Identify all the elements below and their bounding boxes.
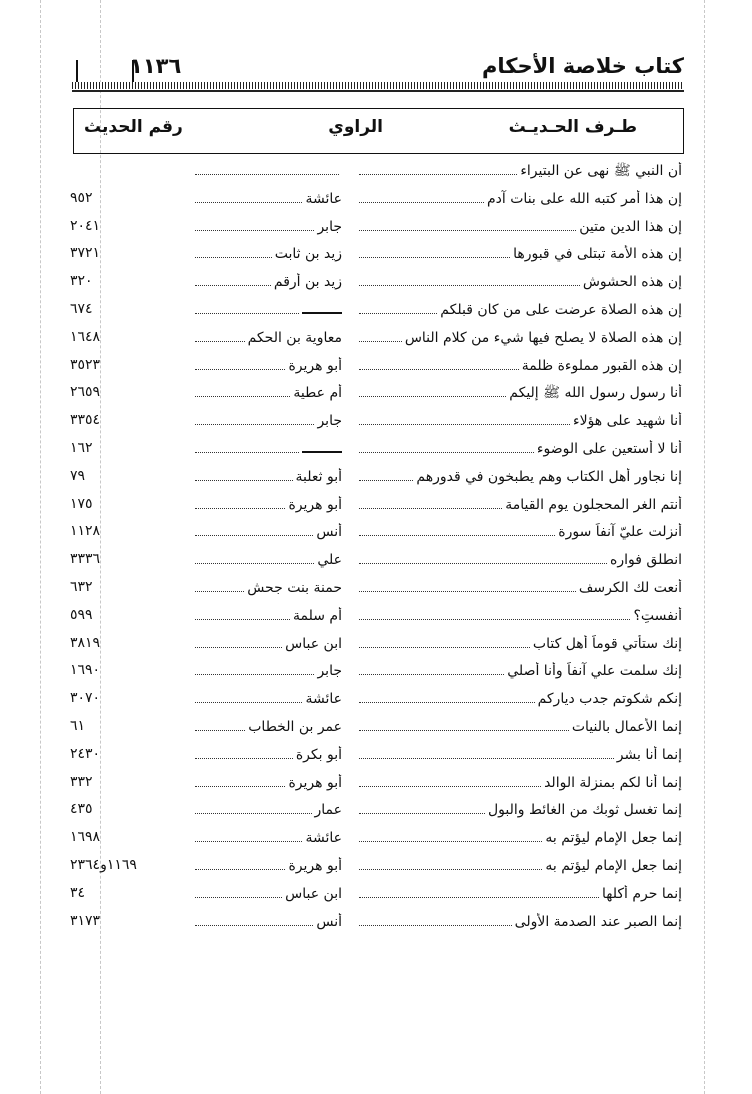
dot-leader xyxy=(195,440,299,453)
rawi-text: زيد بن أرقم xyxy=(273,274,342,291)
dot-leader xyxy=(195,579,244,592)
number-cell xyxy=(70,440,176,460)
rawi-cell xyxy=(192,190,342,210)
number-cell xyxy=(70,245,176,265)
rawi-cell xyxy=(192,496,342,516)
hadith-cell xyxy=(356,718,682,738)
rawi-text: أنس xyxy=(316,913,342,930)
rawi-cell xyxy=(192,913,342,933)
hadith-cell xyxy=(356,885,682,905)
hadith-number: ٣٣٥٤ xyxy=(70,412,101,429)
hadith-cell xyxy=(356,357,682,377)
number-cell xyxy=(70,885,176,905)
hadith-text: إنما الصبر عند الصدمة الأولى xyxy=(514,913,682,930)
dot-leader xyxy=(195,357,285,370)
index-row xyxy=(70,686,682,714)
hadith-number: ٢٦٥٩ xyxy=(70,384,101,401)
dot-leader xyxy=(359,357,519,370)
hadith-text: أنا شهيد على هؤلاء xyxy=(573,413,682,430)
number-cell xyxy=(70,829,176,849)
number-cell xyxy=(70,301,176,321)
rawi-cell xyxy=(192,662,342,682)
hadith-number: ٦٣٢ xyxy=(70,578,93,595)
margin-line xyxy=(704,0,705,1094)
number-cell xyxy=(70,690,176,710)
dot-leader xyxy=(359,690,535,703)
rawi-cell xyxy=(192,273,342,293)
dot-leader xyxy=(195,829,302,842)
index-row xyxy=(70,797,682,825)
rawi-text: أم سلمة xyxy=(293,607,342,624)
rawi-text: أبو بكرة xyxy=(295,746,342,763)
dot-leader xyxy=(195,468,293,481)
hadith-text: انطلق فواره xyxy=(610,552,682,569)
rawi-cell xyxy=(192,718,342,738)
hadith-number: ٣٤ xyxy=(70,884,86,901)
dot-leader xyxy=(359,190,484,203)
hadith-cell xyxy=(356,607,682,627)
number-cell xyxy=(70,218,176,238)
rawi-cell xyxy=(192,468,342,488)
index-row xyxy=(70,492,682,520)
hadith-cell xyxy=(356,579,682,599)
rawi-cell xyxy=(192,523,342,543)
hadith-number: ٥٩٩ xyxy=(70,606,93,623)
dot-leader xyxy=(359,523,555,536)
rawi-cell xyxy=(192,301,342,321)
index-row xyxy=(70,909,682,937)
index-row xyxy=(70,825,682,853)
dot-leader xyxy=(359,551,607,564)
hadith-cell xyxy=(356,635,682,655)
rawi-cell xyxy=(192,245,342,265)
dot-leader xyxy=(359,774,541,787)
rawi-text: أبو هريرة xyxy=(288,774,342,791)
rawi-text: علي xyxy=(317,552,342,569)
dot-leader xyxy=(359,579,576,592)
hadith-cell xyxy=(356,801,682,821)
rawi-text: عائشة xyxy=(305,830,342,847)
hadith-text: إن هذه الأمة تبتلى في قبورها xyxy=(513,246,682,263)
index-row xyxy=(70,575,682,603)
dot-leader xyxy=(359,412,570,425)
hadith-text: إن هذه الصلاة لا يصلح فيها شيء من كلام الناس xyxy=(404,329,682,346)
dot-leader xyxy=(359,245,510,258)
hadith-number: ١٦٩٠ xyxy=(70,662,101,679)
dot-leader xyxy=(195,496,285,509)
hadith-cell xyxy=(356,551,682,571)
rawi-cell xyxy=(192,746,342,766)
hadith-text: إنما جعل الإمام ليؤتم به xyxy=(545,830,682,847)
rawi-cell xyxy=(192,384,342,404)
hadith-number: ٣٣٢ xyxy=(70,773,93,790)
number-cell xyxy=(70,523,176,543)
dot-leader xyxy=(195,746,293,759)
number-cell xyxy=(70,412,176,432)
dot-leader xyxy=(195,384,290,397)
dot-leader xyxy=(359,162,517,175)
column-hadith-label: طـرف الحـديـث xyxy=(508,117,637,137)
rawi-text: عائشة xyxy=(305,691,342,708)
column-number-label: رقم الحديث xyxy=(84,117,183,137)
rawi-cell xyxy=(192,579,342,599)
rawi-cell xyxy=(192,857,342,877)
dot-leader xyxy=(195,718,245,731)
hadith-number: ١١٢٨ xyxy=(70,523,101,540)
hadith-cell xyxy=(356,662,682,682)
number-cell xyxy=(70,579,176,599)
dot-leader xyxy=(359,718,569,731)
number-cell xyxy=(70,718,176,738)
hadith-text: إنك سلمت علي آنفاً وأنا أصلي xyxy=(507,663,682,680)
number-cell xyxy=(70,607,176,627)
index-row xyxy=(70,408,682,436)
dot-leader xyxy=(195,635,282,648)
number-cell xyxy=(70,913,176,933)
rawi-text: أم عطية xyxy=(293,385,342,402)
hadith-text: إنما أنا بشر xyxy=(616,746,682,763)
dot-leader xyxy=(359,801,485,814)
hadith-number: ٦١ xyxy=(70,717,86,734)
hadith-cell xyxy=(356,829,682,849)
number-cell xyxy=(70,273,176,293)
number-cell xyxy=(70,774,176,794)
dot-leader xyxy=(195,774,285,787)
dot-leader xyxy=(195,607,290,620)
rawi-text: عمر بن الخطاب xyxy=(248,718,342,735)
rawi-text: أبو هريرة xyxy=(288,357,342,374)
dot-leader xyxy=(195,412,314,425)
number-cell xyxy=(70,635,176,655)
hadith-cell xyxy=(356,190,682,210)
index-row xyxy=(70,186,682,214)
hadith-number: ٣٧٢١ xyxy=(70,245,101,262)
hadith-text: إنما حرم أكلها xyxy=(601,885,682,902)
rawi-text: أبو هريرة xyxy=(288,496,342,513)
header-rule xyxy=(72,82,684,89)
hadith-cell xyxy=(356,329,682,349)
index-row xyxy=(70,631,682,659)
hadith-cell xyxy=(356,218,682,238)
dot-leader xyxy=(359,273,580,286)
dot-leader xyxy=(359,746,614,759)
hadith-number: ١٦٤٨ xyxy=(70,328,101,345)
rawi-text: جابر xyxy=(317,218,342,235)
hadith-number: ٢٤٣٠ xyxy=(70,745,101,762)
dot-leader xyxy=(195,857,285,870)
dot-leader xyxy=(195,218,314,231)
hadith-cell xyxy=(356,857,682,877)
dot-leader xyxy=(195,329,245,342)
dot-leader xyxy=(359,913,512,926)
column-header xyxy=(73,108,684,154)
number-cell xyxy=(70,857,176,877)
hadith-number: ٢٠٤١ xyxy=(70,217,101,234)
dot-leader xyxy=(359,440,534,453)
hadith-text: إن هذا الدين متين xyxy=(579,218,682,235)
hadith-text: إنما أنا لكم بمنزلة الوالد xyxy=(544,774,682,791)
number-cell xyxy=(70,357,176,377)
page-number: ١١٣٦ xyxy=(130,54,182,78)
dot-leader xyxy=(195,913,313,926)
hadith-cell xyxy=(356,746,682,766)
hadith-number: ٤٣٥ xyxy=(70,801,93,818)
dot-leader xyxy=(359,329,402,342)
dot-leader xyxy=(359,218,576,231)
rawi-cell xyxy=(192,412,342,432)
hadith-cell xyxy=(356,301,682,321)
hadith-text: إنما الأعمال بالنيات xyxy=(571,718,682,735)
hadith-text: إن هذه القبور مملوءة ظلمة xyxy=(521,357,682,374)
hadith-cell xyxy=(356,523,682,543)
index-row xyxy=(70,214,682,242)
hadith-cell xyxy=(356,913,682,933)
rawi-cell xyxy=(192,801,342,821)
dot-leader xyxy=(359,857,542,870)
dot-leader xyxy=(195,801,312,814)
hadith-text: إنك ستأتي قوماً أهل كتاب xyxy=(532,635,682,652)
dot-leader xyxy=(359,885,599,898)
hadith-text: إنا نجاور أهل الكتاب وهم يطبخون في قدورهم xyxy=(416,468,682,485)
number-cell xyxy=(70,801,176,821)
index-row xyxy=(70,770,682,798)
index-row xyxy=(70,714,682,742)
hadith-index-list xyxy=(70,158,682,936)
hadith-text: أنا لا أستعين على الوضوء xyxy=(536,440,682,457)
dot-leader xyxy=(195,690,302,703)
hadith-number: ٩٥٢ xyxy=(70,189,93,206)
dot-leader xyxy=(359,662,504,675)
hadith-text: أنفستِ؟ xyxy=(633,607,682,624)
dot-leader xyxy=(195,523,313,536)
hadith-number: ١٧٥ xyxy=(70,495,93,512)
number-cell xyxy=(70,468,176,488)
rawi-cell xyxy=(192,607,342,627)
rawi-text: معاوية بن الحكم xyxy=(247,329,342,346)
hadith-number: ١٦٢ xyxy=(70,439,93,456)
hadith-text: إنكم شكوتم جدب دياركم xyxy=(537,691,682,708)
index-row xyxy=(70,269,682,297)
rawi-cell xyxy=(192,357,342,377)
rawi-text: أنس xyxy=(316,524,342,541)
dot-leader xyxy=(195,245,272,258)
index-row xyxy=(70,464,682,492)
rawi-cell xyxy=(192,690,342,710)
rawi-text: جابر xyxy=(317,663,342,680)
dot-leader xyxy=(195,551,314,564)
number-cell xyxy=(70,662,176,682)
hadith-cell xyxy=(356,774,682,794)
hadith-cell xyxy=(356,496,682,516)
number-cell xyxy=(70,496,176,516)
index-row xyxy=(70,380,682,408)
number-cell xyxy=(70,162,176,182)
index-row xyxy=(70,881,682,909)
dot-leader xyxy=(359,607,630,620)
hadith-number: ١٦٩٨ xyxy=(70,829,101,846)
dot-leader xyxy=(359,384,506,397)
hadith-number: ٣٣٣٦ xyxy=(70,551,101,568)
hadith-text: إنما جعل الإمام ليؤتم به xyxy=(545,857,682,874)
hadith-number: ٣٢٠ xyxy=(70,273,93,290)
index-row xyxy=(70,241,682,269)
rawi-dash xyxy=(302,451,342,453)
index-row xyxy=(70,658,682,686)
hadith-text: أنا رسول رسول الله ﷺ إليكم xyxy=(509,385,682,402)
hadith-cell xyxy=(356,273,682,293)
dot-leader xyxy=(195,162,339,175)
header-rule-bottom xyxy=(72,90,684,92)
hadith-cell xyxy=(356,245,682,265)
hadith-cell xyxy=(356,468,682,488)
rawi-cell xyxy=(192,162,342,182)
dot-leader xyxy=(195,190,302,203)
rawi-text: عمار xyxy=(314,802,342,819)
hadith-text: إن هذه الصلاة عرضت على من كان قبلكم xyxy=(440,301,682,318)
number-cell xyxy=(70,551,176,571)
index-row xyxy=(70,297,682,325)
hadith-number: ٣٥٢٣ xyxy=(70,356,101,373)
rawi-text: ابن عباس xyxy=(285,635,342,652)
rawi-text: جابر xyxy=(317,413,342,430)
hadith-cell xyxy=(356,384,682,404)
hadith-text: أنتم الغر المحجلون يوم القيامة xyxy=(505,496,682,513)
hadith-number: ٦٧٤ xyxy=(70,300,93,317)
index-row xyxy=(70,158,682,186)
hadith-text: إنما تغسل ثوبك من الغائط والبول xyxy=(487,802,682,819)
index-row xyxy=(70,436,682,464)
hadith-text: أنزلت عليّ آنفاً سورة xyxy=(558,524,682,541)
hadith-number: ٣٨١٩ xyxy=(70,634,101,651)
dot-leader xyxy=(359,468,413,481)
rawi-text: عائشة xyxy=(305,190,342,207)
rawi-cell xyxy=(192,829,342,849)
rawi-cell xyxy=(192,774,342,794)
hadith-cell xyxy=(356,440,682,460)
index-row xyxy=(70,325,682,353)
hadith-cell xyxy=(356,412,682,432)
rawi-cell xyxy=(192,635,342,655)
number-cell xyxy=(70,190,176,210)
column-rawi-label: الراوي xyxy=(328,117,383,137)
index-row xyxy=(70,547,682,575)
hadith-text: أن النبي ﷺ نهى عن البتيراء xyxy=(520,163,682,179)
dot-leader xyxy=(359,635,530,648)
book-title: كتاب خلاصة الأحكام xyxy=(482,54,684,78)
dot-leader xyxy=(359,829,542,842)
index-row xyxy=(70,603,682,631)
hadith-text: إن هذه الحشوش xyxy=(582,274,682,291)
index-row xyxy=(70,742,682,770)
hadith-number: ٣٠٧٠ xyxy=(70,690,101,707)
index-row xyxy=(70,853,682,881)
rawi-text: حمنة بنت جحش xyxy=(247,579,342,596)
dot-leader xyxy=(195,301,299,314)
hadith-text: أنعت لك الكرسف xyxy=(578,579,682,596)
dot-leader xyxy=(195,273,271,286)
hadith-text: إن هذا أمر كتبه الله على بنات آدم xyxy=(487,190,682,207)
rawi-text: ابن عباس xyxy=(285,885,342,902)
rawi-cell xyxy=(192,329,342,349)
rawi-text: زيد بن ثابت xyxy=(274,246,342,263)
rawi-cell xyxy=(192,218,342,238)
index-row xyxy=(70,519,682,547)
index-row xyxy=(70,353,682,381)
hadith-cell xyxy=(356,162,682,182)
hadith-number: ٣١٧٣ xyxy=(70,912,101,929)
rawi-cell xyxy=(192,551,342,571)
rawi-text: أبو هريرة xyxy=(288,857,342,874)
dot-leader xyxy=(359,301,437,314)
dot-leader xyxy=(195,885,282,898)
hadith-cell xyxy=(356,690,682,710)
dot-leader xyxy=(359,496,502,509)
margin-line xyxy=(40,0,41,1094)
hadith-number: ٧٩ xyxy=(70,467,86,484)
dot-leader xyxy=(195,662,314,675)
number-cell xyxy=(70,329,176,349)
rawi-text: أبو ثعلبة xyxy=(295,468,342,485)
rawi-cell xyxy=(192,885,342,905)
rawi-cell xyxy=(192,440,342,460)
rawi-dash xyxy=(302,312,342,314)
number-cell xyxy=(70,746,176,766)
hadith-number: ١١٦٩و٢٣٦٤ xyxy=(70,856,137,873)
number-cell xyxy=(70,384,176,404)
